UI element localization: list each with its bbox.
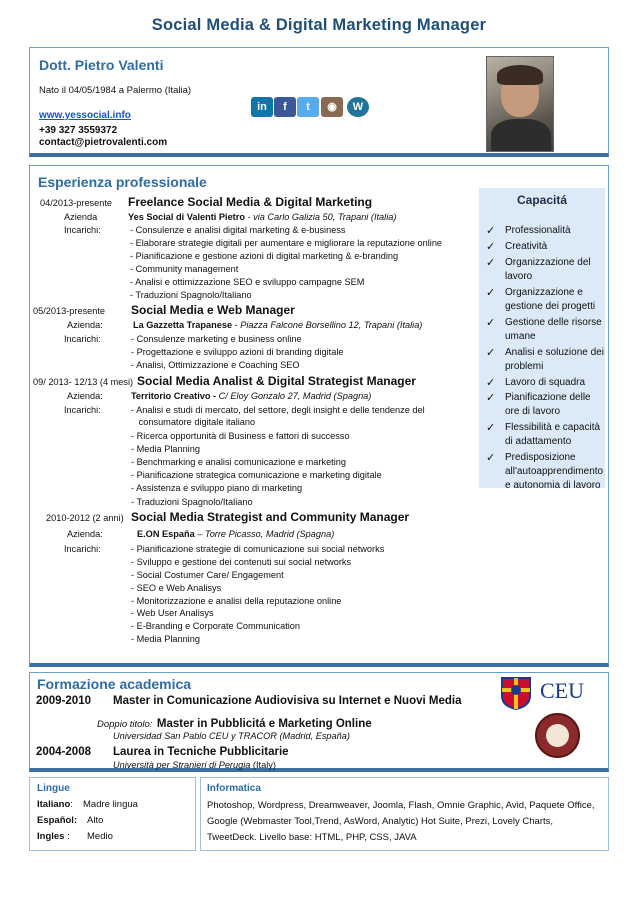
job-role: Social Media Strategist and Community Manager [131, 510, 410, 524]
website-link[interactable]: www.yessocial.info [39, 110, 131, 121]
task-item: - Progettazione e sviluppo azioni di branding digitale [131, 347, 344, 357]
task-item: - Media Planning [131, 444, 200, 454]
tasks-label: Incarichi: [64, 334, 101, 344]
education-degree: Laurea in Tecniche Pubblicitarie [113, 746, 289, 758]
check-icon: ✓ [486, 452, 496, 464]
task-item: - Web User Analisys [131, 608, 214, 618]
task-item: - Traduzioni Spagnolo/Italiano [130, 290, 252, 300]
job-date: 04/2013-presente [40, 198, 113, 208]
check-icon: ✓ [486, 392, 496, 404]
instagram-icon[interactable]: ◉ [321, 97, 343, 117]
email-address[interactable]: contact@pietrovalenti.com [39, 137, 168, 148]
profile-photo [486, 56, 554, 152]
education-double-degree: Doppio titolo: Master in Pubblicitá e Marketing Online [97, 718, 372, 730]
education-school: Università per Stranieri di Perugia (Italy) [113, 760, 276, 770]
language-row: Español: Alto [37, 815, 104, 826]
job-date: 05/2013-presente [33, 306, 106, 316]
twitter-icon[interactable]: t [297, 97, 319, 117]
person-name: Dott. Pietro Valenti [39, 57, 164, 73]
task-item: - Consulenze marketing e business online [131, 334, 302, 344]
tasks-label: Incarichi: [64, 405, 101, 415]
facebook-icon[interactable]: f [274, 97, 296, 117]
language-row: Ingles : Medio [37, 831, 113, 842]
check-icon: ✓ [486, 317, 496, 329]
job-role: Social Media e Web Manager [131, 303, 295, 317]
company-line: Territorio Creativo - C/ Eloy Gonzalo 27, Madrid (Spagna) [131, 391, 372, 401]
ceu-emblem-icon [500, 676, 532, 710]
tasks-label: Incarichi: [64, 225, 101, 235]
linkedin-icon[interactable]: in [251, 97, 273, 117]
task-item: - Benchmarking e analisi comunicazione e marketing [131, 457, 346, 467]
check-icon: ✓ [486, 377, 496, 389]
task-item: - Assistenza e sviluppo piano di marketing [131, 483, 303, 493]
company-label: Azienda: [67, 529, 103, 539]
check-icon: ✓ [486, 225, 496, 237]
ceu-logo-text: CEU [540, 678, 584, 703]
company-label: Azienda [64, 212, 98, 222]
job-date: 2010-2012 (2 anni) [46, 513, 124, 523]
company-line: La Gazzetta Trapanese - Piazza Falcone Borsellino 12, Trapani (Italia) [133, 320, 423, 330]
tasks-label: Incarichi: [64, 544, 101, 554]
experience-heading: Esperienza professionale [38, 174, 207, 190]
phone-number: +39 327 3559372 [39, 125, 118, 136]
company-line: E.ON España – Torre Picasso, Madrid (Spagna) [137, 529, 335, 539]
education-heading: Formazione academica [37, 676, 192, 692]
job-role: Freelance Social Media & Digital Marketing [128, 195, 373, 209]
task-item: - Pianificazione strategica comunicazione e marketing digitale [131, 470, 382, 480]
task-item: - Social Costumer Care/ Engagement [131, 570, 284, 580]
informatica-text: Photoshop, Wordpress, Dreamweaver, Joomla, Flash, Omnie Graphic, Avid, Paquete Office, Google (Webmaster Tool,Trend, AsWord, Analytic) Hot Suite, Prezi, Lovely Charts, TweetDeck. Livello base: HTML, PHP, CSS, JAVA [207, 800, 595, 843]
task-item: - Community management [130, 264, 239, 274]
task-item: - Elaborare strategie digitali per aumentare e migliorare la reputazione online [130, 238, 443, 248]
birth-info: Nato il 04/05/1984 a Palermo (Italia) [39, 85, 192, 96]
job-role: Social Media Analist & Digital Strategist Manager [137, 374, 416, 388]
company-line: Yes Social di Valenti Pietro - via Carlo Galizia 50, Trapani (Italia) [128, 212, 397, 222]
languages-heading: Lingue [37, 783, 70, 794]
check-icon: ✓ [486, 241, 496, 253]
task-item: - Analisi e ottimizzazione SEO e sviluppo campagne SEM [130, 277, 365, 287]
task-item: - Sviluppo e gestione dei contenuti sui social networks [131, 557, 352, 567]
informatica-heading: Informatica [207, 783, 261, 794]
check-icon: ✓ [486, 287, 496, 299]
task-item: - Pianificazione strategie di comunicazione sui social networks [131, 544, 385, 554]
skills-title: Capacitá [516, 193, 568, 207]
university-seal-icon [535, 713, 580, 758]
task-item: consumatore digitale italiano [131, 417, 256, 427]
company-label: Azienda: [67, 391, 103, 401]
task-item: - Traduzioni Spagnolo/Italiano [131, 497, 253, 507]
education-years: 2009-2010 [36, 695, 91, 707]
task-item: - SEO e Web Analisys [131, 583, 222, 593]
check-icon: ✓ [486, 347, 496, 359]
language-row: Italiano: Madre lingua [37, 799, 138, 810]
task-item: - Media Planning [131, 634, 200, 644]
task-item: - Ricerca opportunità di Business e fattori di successo [131, 431, 350, 441]
check-icon: ✓ [486, 257, 496, 269]
education-years: 2004-2008 [36, 746, 91, 758]
education-degree: Master in Comunicazione Audiovisiva su Internet e Nuovi Media [113, 695, 462, 707]
check-icon: ✓ [486, 422, 496, 434]
task-item: - E-Branding e Corporate Communication [131, 621, 301, 631]
task-item: - Analisi, Ottimizzazione e Coaching SEO [131, 360, 300, 370]
document-title: Social Media & Digital Marketing Manager [151, 16, 487, 34]
education-school: Universidad San Pablo CEU y TRACOR (Madrid, España) [113, 731, 350, 741]
company-label: Azienda: [67, 320, 103, 330]
task-item: - Monitorizzazione e analisi della reputazione online [131, 596, 342, 606]
wordpress-icon[interactable]: W [347, 97, 369, 117]
task-item: - Consulenze e analisi digital marketing & e-business [130, 225, 346, 235]
task-item: - Pianificazione e gestione azioni di digital marketing & e-branding [130, 251, 399, 261]
task-item: - Analisi e studi di mercato, del settore, degli insight e delle tendenze del [131, 405, 425, 415]
job-date: 09/ 2013- 12/13 (4 mesi) [33, 377, 134, 387]
